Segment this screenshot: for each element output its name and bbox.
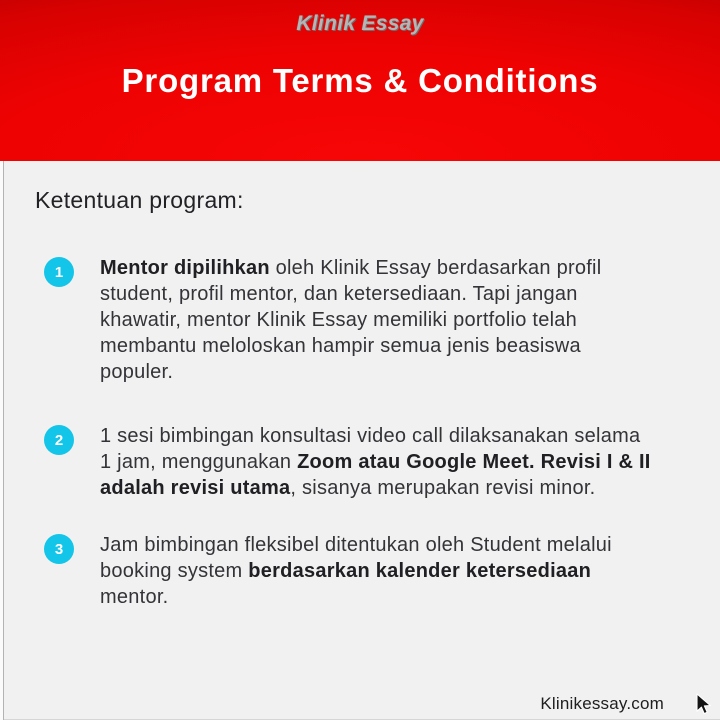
term-item	[44, 423, 720, 501]
section-heading: Ketentuan program:	[35, 187, 244, 213]
website-link[interactable]: Klinikessay.com	[540, 694, 664, 713]
number-badge: 1	[44, 257, 74, 287]
term-text: Jam bimbingan fleksibel ditentukan oleh Student melalui booking system berdasarkan kalender ketersediaan mentor.	[100, 534, 612, 608]
footer	[540, 693, 712, 715]
number-badge: 3	[44, 534, 74, 564]
number-badge: 2	[44, 425, 74, 455]
page-title: Program Terms & Conditions	[121, 62, 599, 99]
term-text: 1 sesi bimbingan konsultasi video call dilaksanakan selama 1 jam, menggunakan Zoom atau Google Meet. Revisi I & II adalah revisi utama, sisanya merupakan revisi minor.	[100, 425, 651, 499]
term-item	[44, 532, 720, 610]
term-item	[44, 255, 720, 385]
terms-list	[0, 255, 720, 610]
content-area	[0, 161, 720, 720]
header-banner	[0, 0, 720, 161]
term-text: Mentor dipilihkan oleh Klinik Essay berdasarkan profil student, profil mentor, dan ketersediaan. Tapi jangan khawatir, mentor Klinik Essay memiliki portfolio telah membantu meloloskan hampir semua jenis beasiswa populer.	[100, 257, 602, 383]
mouse-pointer-icon	[694, 693, 712, 715]
brand-logo: Klinik Essay	[296, 12, 424, 35]
slide-left-edge-divider	[0, 161, 4, 720]
